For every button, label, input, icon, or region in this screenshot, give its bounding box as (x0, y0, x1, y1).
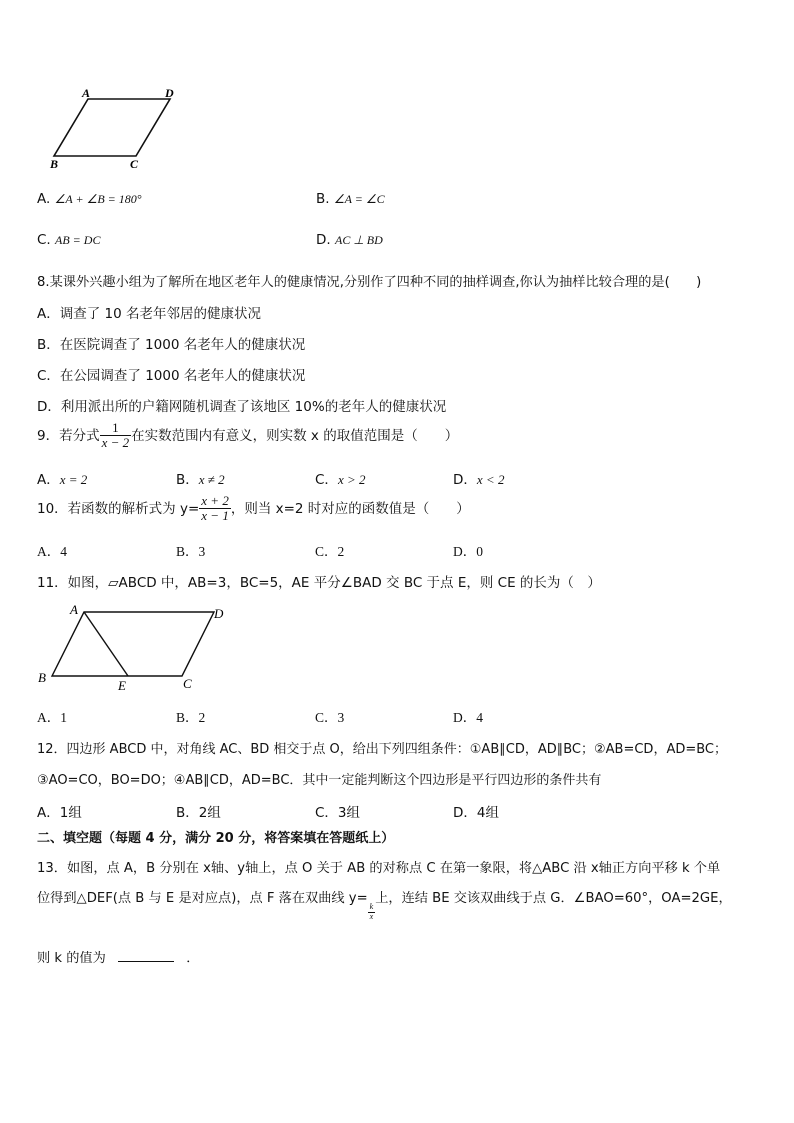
q9-option-c (315, 468, 365, 488)
q8-option-a: A．调查了 10 名老年邻居的健康状况 (37, 306, 261, 322)
option-letter: B． (176, 472, 199, 488)
option-letter: C． (315, 472, 338, 488)
q10-stem (37, 494, 470, 524)
q13-line3-start: 则 k 的值为 (37, 951, 106, 966)
fraction-denominator: x − 1 (201, 508, 229, 524)
option-text: x ≠ 2 (198, 472, 225, 487)
q10-option-c: C．2 (315, 544, 345, 559)
q8-option-b: B．在医院调查了 1000 名老年人的健康状况 (37, 337, 306, 353)
q13-line2-start: 位得到△DEF(点 B 与 E 是对应点)，点 F 落在双曲线 y= (37, 891, 368, 906)
option-text: x > 2 (337, 472, 366, 487)
q12-stem-line2: ③AO=CO，BO=DO；④AB∥CD，AD=BC．其中一定能判断这个四边形是平行四边形的条件共有 (37, 773, 602, 788)
q9-prefix: 9．若分式 (37, 427, 100, 444)
q9-option-b (176, 468, 225, 488)
parallelogram-figure-q7 (44, 84, 194, 174)
q7-option-d (316, 232, 383, 248)
q13-line1: 13．如图，点 A，B 分别在 x轴、y轴上，点 O 关于 AB 的对称点 C 在第一象限，将△ABC 沿 x轴正方向平移 k 个单 (37, 861, 721, 876)
q11-option-b: B．2 (176, 710, 206, 725)
q10-prefix: 10．若函数的解析式为 y= (37, 500, 200, 517)
answer-blank[interactable] (118, 951, 174, 962)
q12-option-b: B．2组 (176, 805, 221, 821)
fraction (368, 903, 376, 922)
fraction (100, 421, 132, 451)
option-text: AB = DC (55, 233, 101, 247)
q10-option-a: A．4 (37, 544, 67, 559)
q13-line2 (37, 887, 732, 921)
vertex-label-e: E (118, 678, 126, 693)
q7-option-b (316, 191, 385, 207)
option-letter: C. (37, 232, 51, 248)
vertex-label-b: B (38, 670, 46, 685)
q10-option-b: B．3 (176, 544, 206, 559)
option-letter: A． (37, 472, 60, 488)
vertex-label-d: D (165, 86, 174, 100)
q12-stem-line1: 12．四边形 ABCD 中，对角线 AC、BD 相交于点 O，给出下列四组条件：①AB∥CD，AD∥BC；②AB=CD，AD=BC； (37, 742, 728, 757)
q11-option-c: C．3 (315, 710, 345, 725)
vertex-label-c: C (130, 157, 139, 171)
option-letter: B. (316, 191, 330, 207)
q9-option-d (453, 468, 504, 488)
q12-option-d: D．4组 (453, 805, 499, 821)
parallelogram-figure-q11 (34, 600, 234, 695)
fraction-denominator: x (369, 911, 374, 921)
fraction-numerator: k (369, 902, 374, 911)
vertex-label-d: D (214, 606, 224, 621)
section-heading: 二、填空题（每题 4 分，满分 20 分，将答案填在答题纸上） (37, 831, 395, 846)
q7-option-a (37, 191, 142, 207)
q9-suffix: 在实数范围内有意义，则实数 x 的取值范围是（ ） (131, 427, 459, 444)
fraction-numerator: x + 2 (201, 493, 229, 508)
q12-option-a: A．1组 (37, 805, 82, 821)
option-text: AC ⊥ BD (334, 233, 383, 247)
fraction (199, 494, 231, 524)
option-text: x < 2 (476, 472, 505, 487)
q10-option-d: D．0 (453, 544, 483, 559)
option-letter: D． (453, 472, 477, 488)
vertex-label-b: B (50, 157, 59, 171)
q11-stem: 11．如图，▱ABCD 中，AB=3，BC=5，AE 平分∠BAD 交 BC 于点 E，则 CE 的长为（ ） (37, 575, 601, 591)
option-text: ∠A = ∠C (333, 192, 385, 206)
q13-line3 (37, 947, 199, 966)
q12-option-c: C．3组 (315, 805, 361, 821)
option-letter: D. (316, 232, 331, 248)
vertex-label-a: A (82, 86, 91, 100)
vertex-label-a: A (70, 602, 78, 617)
fraction-denominator: x − 2 (101, 435, 130, 451)
q11-option-a: A．1 (37, 710, 67, 725)
option-letter: A. (37, 191, 51, 207)
q9-stem (37, 421, 458, 451)
q8-option-c: C．在公园调查了 1000 名老年人的健康状况 (37, 368, 306, 384)
q8-stem: 8.某课外兴趣小组为了解所在地区老年人的健康情况,分别作了四种不同的抽样调查,你认为抽样比较合理的是( ) (37, 275, 702, 290)
q11-option-d: D．4 (453, 710, 483, 725)
q13-line3-end: ． (186, 951, 200, 966)
q10-suffix: ，则当 x=2 时对应的函数值是（ ） (230, 500, 470, 517)
option-text: x = 2 (59, 472, 88, 487)
fraction-numerator: 1 (100, 421, 132, 436)
q8-option-d: D．利用派出所的户籍网随机调查了该地区 10%的老年人的健康状况 (37, 399, 447, 415)
q7-option-c (37, 232, 100, 248)
vertex-label-c: C (183, 676, 192, 691)
option-text: ∠A + ∠B = 180° (54, 192, 142, 206)
q9-option-a (37, 468, 87, 488)
q13-line2-end: 上，连结 BE 交该双曲线于点 G．∠BAO=60°，OA=2GE， (375, 891, 732, 906)
